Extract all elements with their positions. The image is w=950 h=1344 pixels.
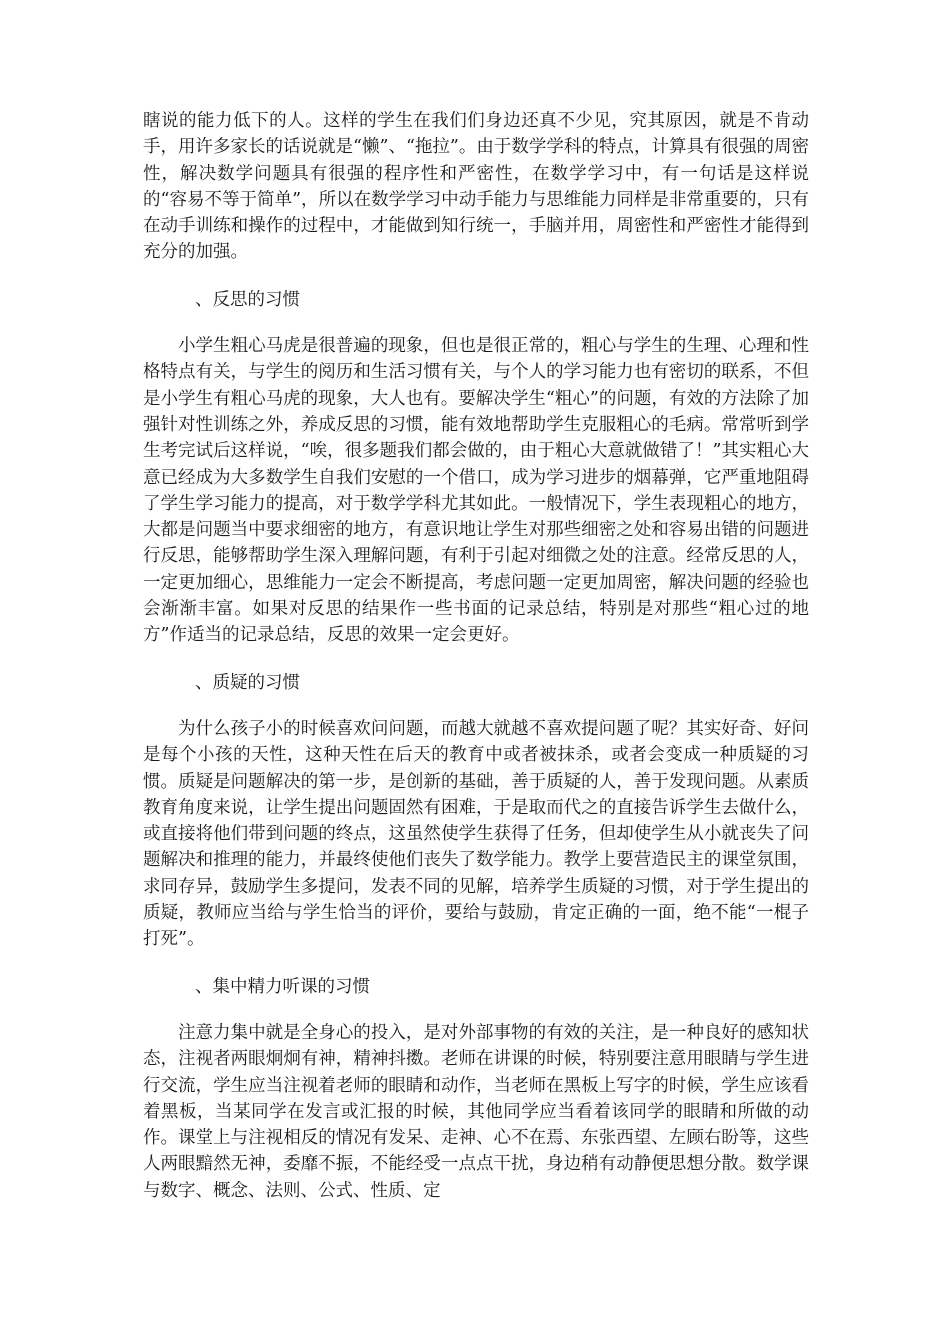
spacer [143,313,809,333]
paragraph-practice-continued: 瞎说的能力低下的人。这样的学生在我们们身边还真不少见，究其原因，就是不肯动手，用许多家长的话说就是“懒”、“拖拉”。由于数学学科的特点，计算具有很强的周密性，解决数学问题具有很强的程序性和严密性，在数学学习中，有一句话是这样说的“容易不等于简单”，所以在数学学习中动手能力与思维能力同样是非常重要的，只有在动手训练和操作的过程中，才能做到知行统一，手脑并用，周密性和严密性才能得到充分的加强。 [143,111,809,263]
section-heading-questioning: 、质疑的习惯 [195,672,300,693]
document-page [143,108,809,1204]
paragraph-questioning: 为什么孩子小的时候喜欢问问题，而越大就越不喜欢提问题了呢？其实好奇、好问是每个小孩的天性，这种天性在后天的教育中或者被抹杀，或者会变成一种质疑的习惯。质疑是问题解决的第一步，是创新的基础，善于质疑的人，善于发现问题。从素质教育角度来说，让学生提出问题固然有困难，于是取而代之的直接告诉学生去做什么，或直接将他们带到问题的终点，这虽然使学生获得了任务，但却使学生从小就丧失了问题解决和推理的能力，并最终使他们丧失了数学能力。教学上要营造民主的课堂氛围，求同存异，鼓励学生多提问，发表不同的见解，培养学生质疑的习惯，对于学生提出的质疑，教师应当给与学生恰当的评价，要给与鼓励，肯定正确的一面，绝不能“一棍子打死”。 [143,718,809,950]
section-heading-attention: 、集中精力听课的习惯 [195,976,370,997]
spacer [143,266,809,287]
spacer [143,649,809,670]
spacer [143,953,809,974]
section-heading-reflection: 、反思的习惯 [195,289,300,310]
paragraph-reflection: 小学生粗心马虎是很普遍的现象，但也是很正常的，粗心与学生的生理、心理和性格特点有关，与学生的阅历和生活习惯有关，与个人的学习能力也有密切的联系，不但是小学生有粗心马虎的现象，大人也有。要解决学生“粗心”的问题，有效的方法除了加强针对性训练之外，养成反思的习惯，能有效地帮助学生克服粗心的毛病。常常听到学生考完试后这样说，“唉，很多题我们都会做的，由于粗心大意就做错了！”其实粗心大意已经成为大多数学生自我们安慰的一个借口，成为学习进步的烟幕弹，它严重地阻碍了学生学习能力的提高，对于数学学科尤其如此。一般情况下，学生表现粗心的地方，大都是问题当中要求细密的地方，有意识地让学生对那些细密之处和容易出错的问题进行反思，能够帮助学生深入理解问题，有利于引起对细微之处的注意。经常反思的人，一定更加细心，思维能力一定会不断提高，考虑问题一定更加周密，解决问题的经验也会渐渐丰富。如果对反思的结果作一些书面的记录总结，特别是对那些“粗心过的地方”作适当的记录总结，反思的效果一定会更好。 [143,336,809,646]
paragraph-attention: 注意力集中就是全身心的投入，是对外部事物的有效的关注，是一种良好的感知状态，注视者两眼炯炯有神，精神抖擞。老师在讲课的时候，特别要注意用眼睛与学生进行交流，学生应当注视着老师的眼睛和动作，当老师在黑板上写字的时候，学生应该看着黑板，当某同学在发言或汇报的时候，其他同学应当看着该同学的眼睛和所做的动作。课堂上与注视相反的情况有发呆、走神、心不在焉、东张西望、左顾右盼等，这些人两眼黯然无神，委靡不振，不能经受一点点干扰，身边稍有动静便思想分散。数学课与数字、概念、法则、公式、性质、定 [143,1022,809,1201]
spacer [143,696,809,716]
spacer [143,1000,809,1020]
